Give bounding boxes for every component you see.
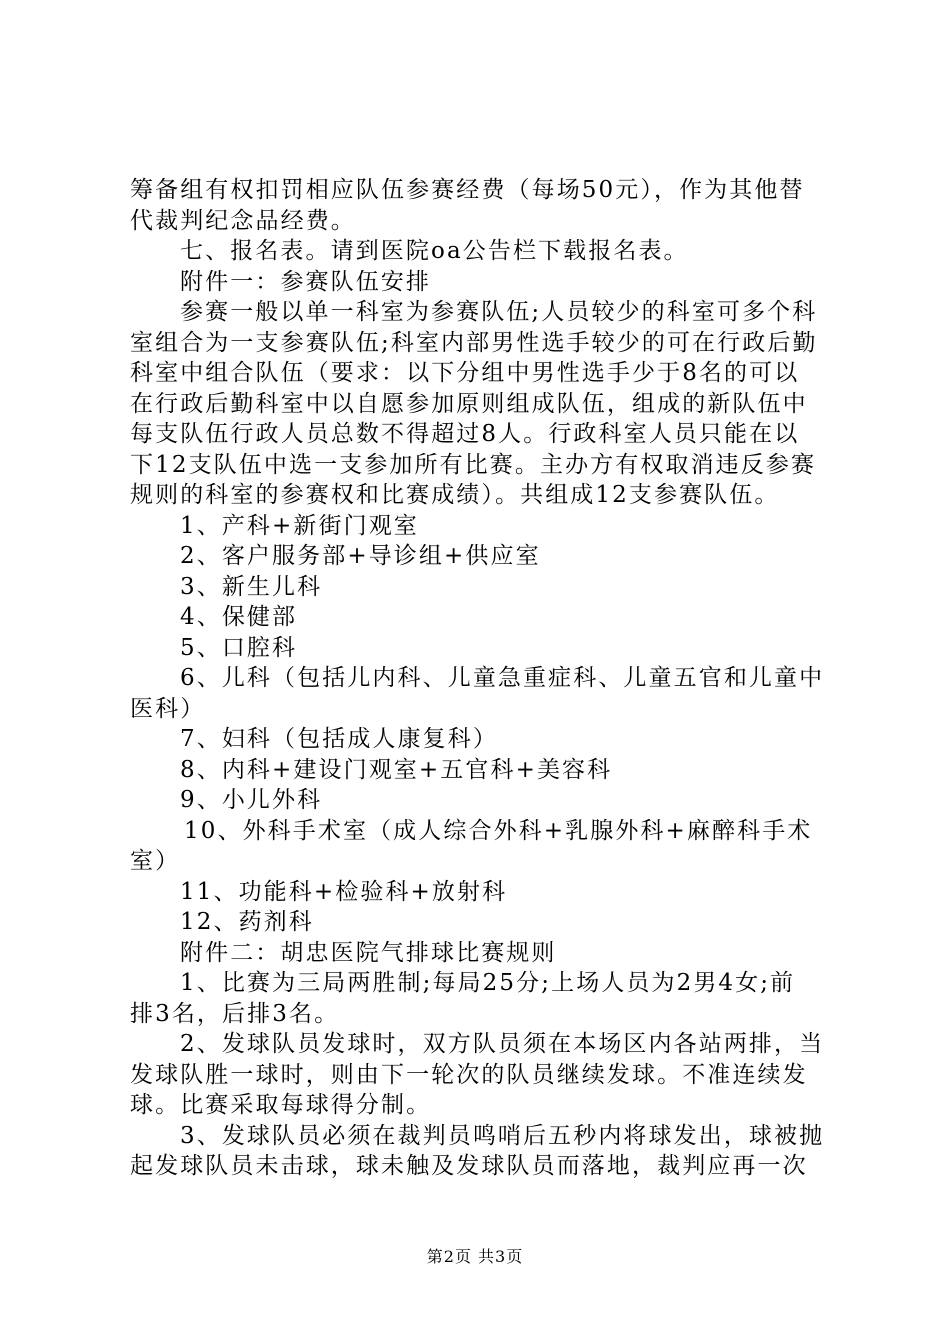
text-line: 下12支队伍中选一支参加所有比赛。主办方有权取消违反参赛 — [130, 451, 817, 478]
text-line: 3、发球队员必须在裁判员鸣哨后五秒内将球发出，球被抛 — [180, 1122, 825, 1149]
text-line: 科室中组合队伍（要求：以下分组中男性选手少于8名的可以 — [130, 360, 800, 386]
text-line: 起发球队员未击球，球未触及发球队员而落地，裁判应再一次 — [130, 1153, 808, 1179]
text-line: 2、客户服务部+导诊组+供应室 — [180, 543, 541, 569]
text-line: 附件一：参赛队伍安排 — [180, 268, 431, 295]
text-line: 参赛一般以单一科室为参赛队伍;人员较少的科室可多个科 — [180, 299, 818, 325]
text-line: 10、外科手术室（成人综合外科+乳腺外科+麻醉科手术 — [184, 817, 813, 844]
text-line: 室组合为一支参赛队伍;科室内部男性选手较少的可在行政后勤 — [130, 329, 818, 356]
text-line: 7、妇科（包括成人康复科） — [180, 726, 498, 752]
text-line: 代裁判纪念品经费。 — [130, 207, 356, 234]
document-body — [130, 175, 830, 1182]
text-line: 3、新生儿科 — [180, 573, 323, 600]
text-line: 4、保健部 — [180, 604, 298, 630]
text-line: 12、药剂科 — [180, 909, 314, 935]
text-line: 1、比赛为三局两胜制;每局25分;上场人员为2男4女;前 — [180, 970, 796, 996]
text-line: 8、内科+建设门观室+五官科+美容科 — [180, 756, 613, 783]
text-line: 在行政后勤科室中以自愿参加原则组成队伍，组成的新队伍中 — [130, 390, 808, 417]
text-line: 5、口腔科 — [180, 634, 298, 661]
text-line: 11、功能科+检验科+放射科 — [180, 878, 508, 905]
text-line: 2、发球队员发球时，双方队员须在本场区内各站两排，当 — [180, 1031, 825, 1057]
text-line: 发球队胜一球时，则由下一轮次的队员继续发球。不准连续发 — [130, 1061, 808, 1088]
text-line: 规则的科室的参赛权和比赛成绩）。共组成12支参赛队伍。 — [130, 482, 780, 508]
text-line: 9、小儿外科 — [180, 787, 323, 813]
text-line: 排3名，后排3名。 — [130, 1000, 340, 1027]
text-line: 附件二：胡忠医院气排球比赛规则 — [180, 939, 557, 966]
text-line: 每支队伍行政人员总数不得超过8人。行政科室人员只能在以 — [130, 421, 800, 447]
text-line: 医科） — [130, 695, 206, 722]
text-line: 筹备组有权扣罚相应队伍参赛经费（每场50元），作为其他替 — [130, 177, 805, 203]
text-line: 七、报名表。请到医院oa公告栏下载报名表。 — [180, 238, 689, 264]
text-line: 1、产科+新街门观室 — [180, 512, 419, 539]
text-line: 室） — [130, 848, 181, 874]
text-line: 6、儿科（包括儿内科、儿童急重症科、儿童五官和儿童中 — [180, 665, 825, 691]
text-line: 球。比赛采取每球得分制。 — [130, 1092, 432, 1118]
page-footer: 第2页 共3页 — [426, 1247, 524, 1266]
